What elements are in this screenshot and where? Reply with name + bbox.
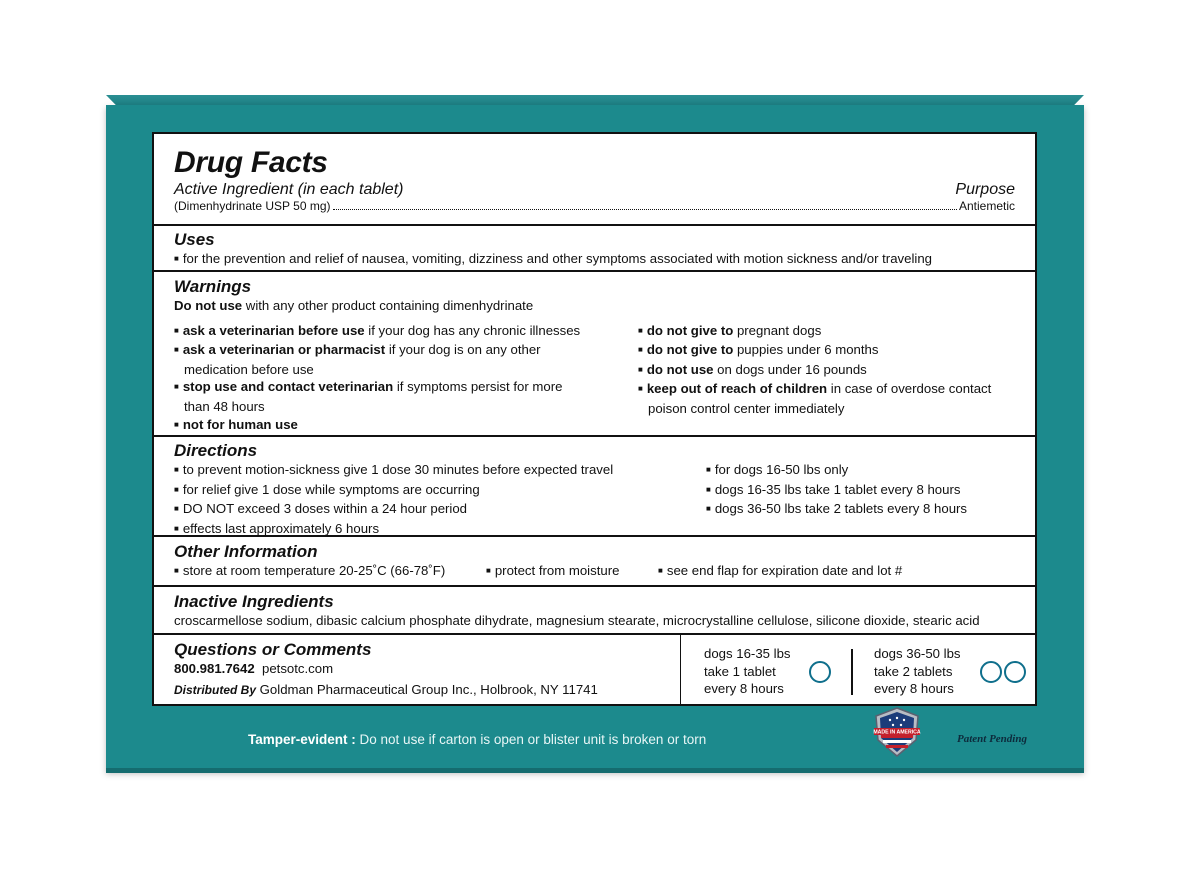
purpose-label: Purpose xyxy=(955,181,1015,198)
direction-item: ■ dogs 16-35 lbs take 1 tablet every 8 hours xyxy=(706,481,1015,501)
dose-chart-1 xyxy=(704,645,791,698)
tablet-circle-icon xyxy=(809,661,831,683)
other-information-section xyxy=(154,537,1035,587)
dose-box-divider xyxy=(680,635,681,704)
dose-line: take 1 tablet xyxy=(704,663,776,679)
drug-facts-header xyxy=(154,134,1035,226)
made-in-america-badge-icon xyxy=(872,706,922,758)
inactive-ingredients-section xyxy=(154,587,1035,635)
questions-heading: Questions or Comments xyxy=(174,640,372,659)
direction-item: ■ dogs 36-50 lbs take 2 tablets every 8 hours xyxy=(706,500,1015,520)
dose-line: take 2 tablets xyxy=(874,663,953,679)
dot-leader xyxy=(333,209,957,210)
tamper-label: Tamper-evident : xyxy=(248,732,356,747)
warning-item: ■ stop use and contact veterinarian if symptoms persist for more xyxy=(174,378,638,398)
directions-heading: Directions xyxy=(174,441,258,460)
phone-number: 800.981.7642 xyxy=(174,661,255,676)
dose-chart-2 xyxy=(874,645,961,698)
tamper-evident-notice xyxy=(248,732,706,747)
website: petsotc.com xyxy=(262,661,334,676)
warning-item: ■ do not use on dogs under 16 pounds xyxy=(638,361,1015,381)
dose-line: every 8 hours xyxy=(874,681,954,697)
warning-item: ■ do not give to pregnant dogs xyxy=(638,322,1015,342)
other-item: ■ store at room temperature 20-25˚C (66-78˚F) xyxy=(174,562,486,582)
active-ingredient-label: Active Ingredient (in each tablet) xyxy=(174,181,404,198)
do-not-use-bold: Do not use xyxy=(174,298,243,313)
dose-line: every 8 hours xyxy=(704,681,784,697)
direction-item: ■ to prevent motion-sickness give 1 dose 30 minutes before expected travel xyxy=(174,461,706,481)
warnings-left-column xyxy=(174,322,638,436)
uses-item: ■ for the prevention and relief of nausea, vomiting, dizziness and other symptoms associated with motion sickness and/or traveling xyxy=(174,250,1015,270)
uses-heading: Uses xyxy=(174,230,215,249)
warnings-right-column xyxy=(638,322,1015,436)
uses-section xyxy=(154,226,1035,272)
warnings-heading: Warnings xyxy=(174,277,252,296)
direction-item: ■ for relief give 1 dose while symptoms are occurring xyxy=(174,481,706,501)
box-bottom-edge xyxy=(106,768,1084,773)
tamper-text: Do not use if carton is open or blister unit is broken or torn xyxy=(355,732,707,747)
drug-facts-panel xyxy=(152,132,1037,706)
warning-item: ■ do not give to puppies under 6 months xyxy=(638,341,1015,361)
tablet-circle-icon xyxy=(1004,661,1026,683)
warning-item-cont: poison control center immediately xyxy=(648,400,845,416)
questions-section xyxy=(154,635,1035,704)
other-item: ■ see end flap for expiration date and lot # xyxy=(658,562,902,582)
direction-item: ■ effects last approximately 6 hours xyxy=(174,520,706,540)
distributor-name: Goldman Pharmaceutical Group Inc., Holbrook, NY 11741 xyxy=(256,681,598,697)
directions-right-column xyxy=(706,461,1015,539)
do-not-use-rest: with any other product containing dimenhydrinate xyxy=(242,298,534,313)
other-information-heading: Other Information xyxy=(174,542,318,561)
do-not-use-line xyxy=(174,297,1015,315)
dose-separator xyxy=(851,649,853,695)
warnings-section xyxy=(154,272,1035,437)
warning-item-cont: medication before use xyxy=(184,361,314,377)
warning-item: ■ ask a veterinarian before use if your dog has any chronic illnesses xyxy=(174,322,638,342)
direction-item: ■ for dogs 16-50 lbs only xyxy=(706,461,1015,481)
dose-line: dogs 16-35 lbs xyxy=(704,646,791,661)
drug-facts-title: Drug Facts xyxy=(174,146,328,179)
inactive-ingredients-heading: Inactive Ingredients xyxy=(174,592,334,611)
warning-item-cont: than 48 hours xyxy=(184,398,265,414)
warning-item: ■ ask a veterinarian or pharmacist if your dog is on any other xyxy=(174,341,638,361)
inactive-ingredients-text: croscarmellose sodium, dibasic calcium phosphate dihydrate, magnesium stearate, microcrystalline cellulose, silicone dioxide, stearic acid xyxy=(174,613,980,628)
warning-item: ■ not for human use xyxy=(174,416,638,436)
purpose-value: Antiemetic xyxy=(958,199,1015,213)
warning-item: ■ keep out of reach of children in case of overdose contact xyxy=(638,380,1015,400)
ingredient-name: (Dimenhydrinate USP 50 mg) xyxy=(174,199,331,213)
directions-section xyxy=(154,437,1035,537)
tablet-circle-icon xyxy=(980,661,1002,683)
dose-line: dogs 36-50 lbs xyxy=(874,646,961,661)
patent-pending: Patent Pending xyxy=(957,733,1027,745)
distributed-by-label: Distributed By xyxy=(174,682,257,697)
badge-text: MADE IN AMERICA xyxy=(873,729,921,736)
directions-left-column xyxy=(174,461,706,539)
other-item: ■ protect from moisture xyxy=(486,562,658,582)
direction-item: ■ DO NOT exceed 3 doses within a 24 hour period xyxy=(174,500,706,520)
